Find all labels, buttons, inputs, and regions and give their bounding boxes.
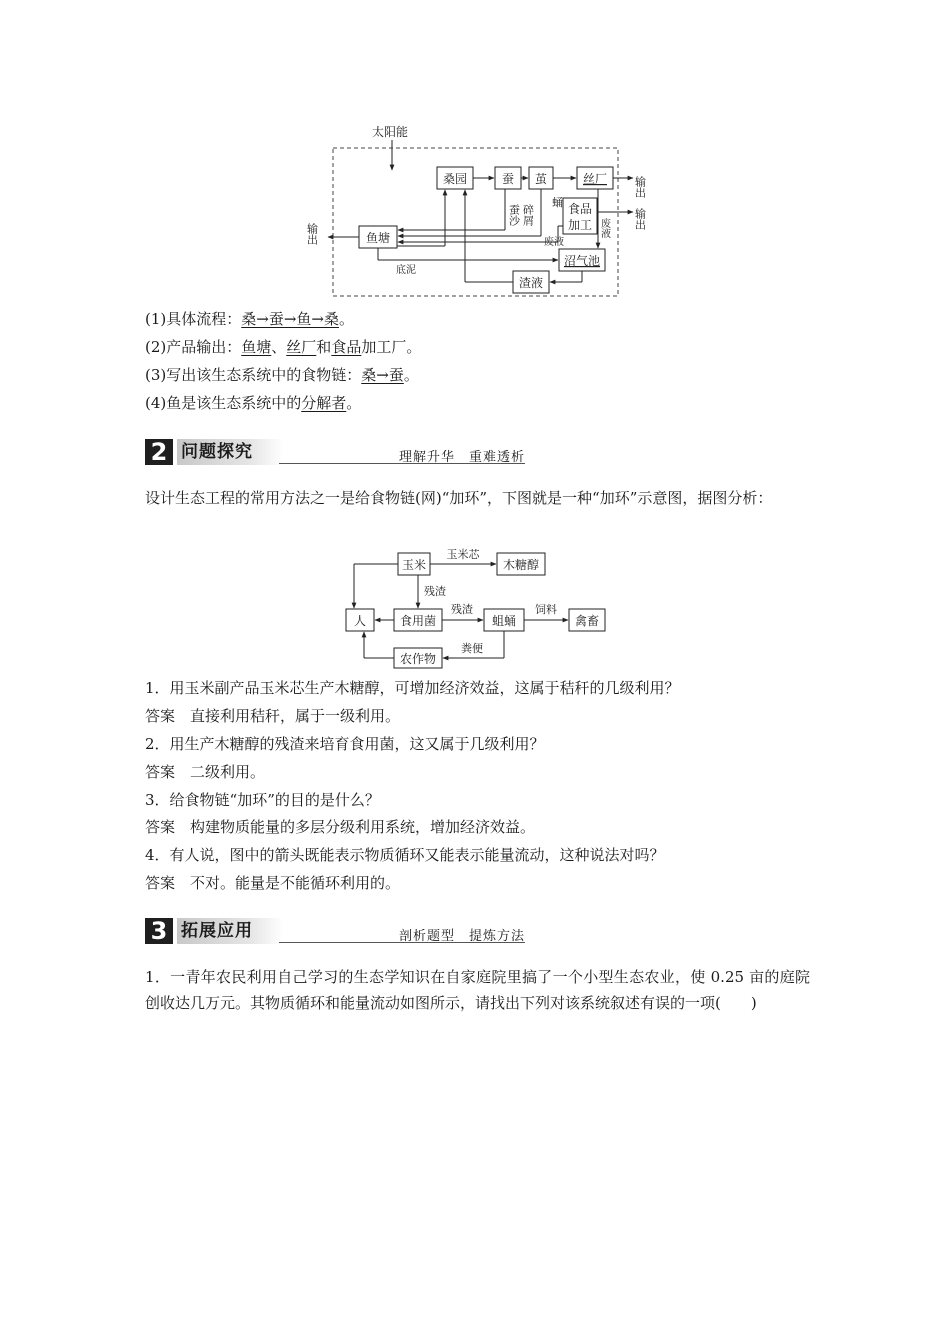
mulberry-box: 桑园 bbox=[442, 172, 468, 186]
item-2: (2)产品输出：鱼塘、丝厂和食品加工厂。 bbox=[145, 338, 422, 356]
sun-label: 太阳能 bbox=[371, 125, 409, 139]
ecosystem-diagram-2 bbox=[338, 545, 618, 670]
residue-box: 渣液 bbox=[518, 276, 544, 290]
biogas-box: 沼气池 bbox=[563, 254, 601, 268]
maggot-box: 蛆蛹 bbox=[491, 614, 517, 628]
residue-2-label: 残渣 bbox=[451, 603, 473, 616]
waste-liquid-2: 废液 bbox=[598, 218, 610, 238]
item-3: (3)写出该生态系统中的食物链：桑→蚕。 bbox=[145, 366, 419, 384]
sludge-label: 底泥 bbox=[396, 265, 416, 276]
answer-1: 答案 直接利用秸秆，属于一级利用。 bbox=[145, 707, 401, 725]
answer-2: 答案 二级利用。 bbox=[145, 763, 266, 781]
question-3: 3．给食物链“加环”的目的是什么？ bbox=[145, 791, 380, 809]
answer-4: 答案 不对。能量是不能循环利用的。 bbox=[145, 874, 401, 892]
silkworm-sand-label: 蚕沙 bbox=[507, 204, 521, 226]
question-4: 4．有人说，图中的箭头既能表示物质循环又能表示能量流动，这种说法对吗？ bbox=[145, 846, 665, 864]
corncob-label: 玉米芯 bbox=[446, 548, 480, 561]
question-2: 2．用生产木糖醇的残渣来培育食用菌，这又属于几级利用？ bbox=[145, 735, 545, 753]
mushroom-box: 食用菌 bbox=[399, 614, 437, 628]
corn-box: 玉米 bbox=[401, 558, 427, 572]
fish-pond-box: 鱼塘 bbox=[365, 231, 391, 245]
section-3-header bbox=[145, 918, 525, 944]
food-processing-line1: 食品 bbox=[567, 202, 593, 216]
food-processing-line2: 加工 bbox=[567, 218, 593, 232]
section-3-title: 拓展应用 bbox=[177, 918, 283, 944]
section-3-subtitle: 剖析题型 提炼方法 bbox=[398, 929, 525, 944]
ecosystem-diagram-1 bbox=[300, 118, 660, 303]
manure-label: 粪便 bbox=[461, 642, 483, 655]
silkworm-box: 蚕 bbox=[501, 172, 515, 186]
section-3-question-1: 1．一青年农民利用自己学习的生态学知识在自家庭院里搞了一个小型生态农业，使 0.25 亩的庭院创收达几万元。其物质循环和能量流动如图所示，请找出下列对该系统叙述有误的一项( ) bbox=[145, 968, 810, 1012]
output-right-top: 输出 bbox=[633, 176, 647, 198]
silk-factory-box: 丝厂 bbox=[582, 172, 608, 186]
section-2-intro: 设计生态工程的常用方法之一是给食物链(网)“加环”，下图就是一种“加环”示意图，据图分析： bbox=[145, 489, 773, 507]
poultry-box: 禽畜 bbox=[574, 614, 600, 628]
question-1: 1．用玉米副产品玉米芯生产木糖醇，可增加经济效益，这属于秸秆的几级利用？ bbox=[145, 679, 680, 697]
section-2-subtitle: 理解升华 重难透析 bbox=[398, 450, 525, 465]
answer-3: 答案 构建物质能量的多层分级利用系统，增加经济效益。 bbox=[145, 818, 536, 836]
xylitol-box: 木糖醇 bbox=[502, 558, 540, 572]
section-3-number: 3 bbox=[145, 918, 173, 944]
section-2-number: 2 bbox=[145, 439, 173, 465]
cocoon-box: 茧 bbox=[534, 172, 548, 186]
pupa-label: 蛹 bbox=[552, 196, 563, 209]
item-1-answer: 桑→蚕→鱼→桑 bbox=[241, 310, 339, 328]
section-2-header bbox=[145, 439, 525, 465]
output-right-mid: 输出 bbox=[633, 208, 647, 230]
section-2-title: 问题探究 bbox=[177, 439, 283, 465]
item-1: (1)具体流程：桑→蚕→鱼→桑。 bbox=[145, 310, 354, 328]
crops-box: 农作物 bbox=[399, 652, 437, 666]
waste-liquid-1: 废液 bbox=[544, 237, 564, 248]
feed-label: 饲料 bbox=[535, 603, 557, 616]
item-4: (4)鱼是该生态系统中的分解者。 bbox=[145, 394, 362, 412]
residue-1-label: 残渣 bbox=[424, 585, 446, 598]
output-left: 输出 bbox=[305, 223, 319, 245]
debris-label: 碎屑 bbox=[521, 204, 535, 226]
human-box: 人 bbox=[353, 614, 367, 628]
